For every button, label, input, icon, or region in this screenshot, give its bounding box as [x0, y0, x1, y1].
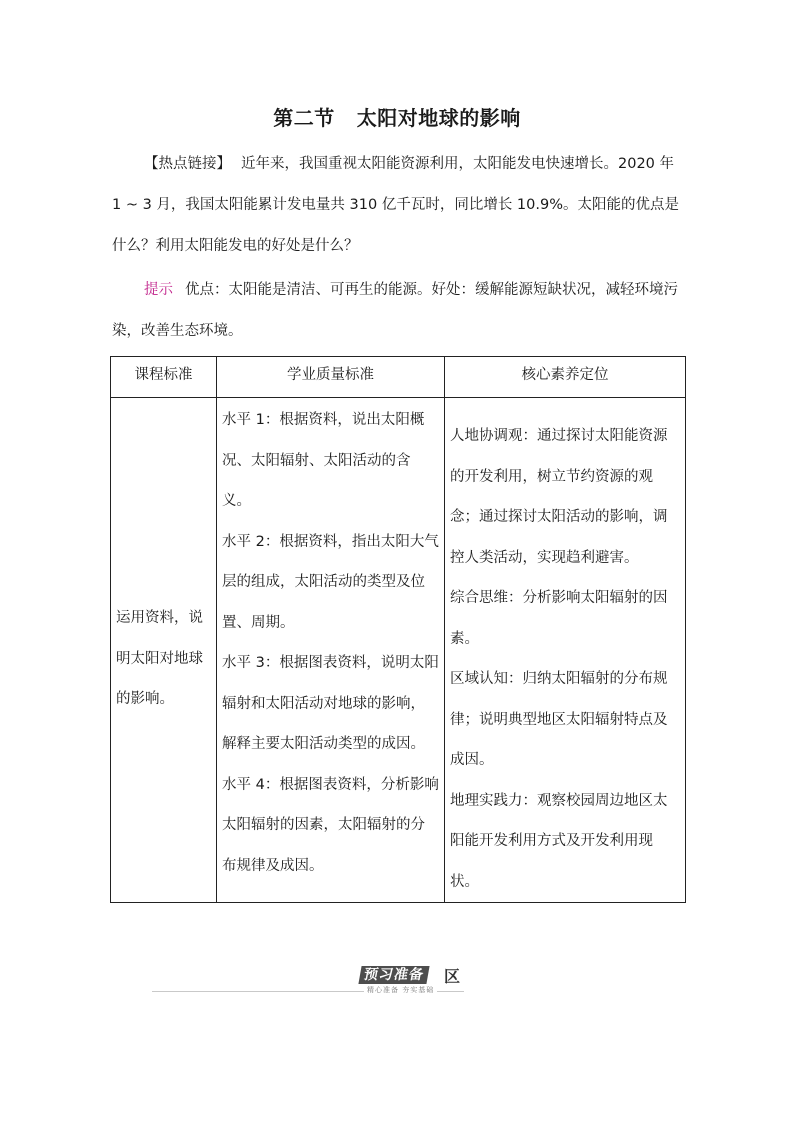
level-3-text: 水平 3：根据图表资料，说明太阳辐射和太阳活动对地球的影响，解释主要太阳活动类型的成因。	[222, 655, 439, 752]
table-row	[111, 398, 686, 903]
level-1-text: 水平 1：根据资料，说出太阳概况、太阳辐射、太阳活动的含义。	[222, 412, 425, 509]
regional-cognition-text: 区域认知：归纳太阳辐射的分布规律；说明典型地区太阳辐射特点及成因。	[450, 671, 668, 768]
level-4-text: 水平 4：根据图表资料，分析影响太阳辐射的因素，太阳辐射的分布规律及成因。	[222, 776, 439, 874]
preview-section-banner	[152, 958, 464, 998]
integrated-thinking-text: 综合思维：分析影响太阳辐射的因素。	[450, 590, 668, 647]
hint-text: 优点：太阳能是清洁、可再生的能源。好处：缓解能源短缺状况，减轻环境污染，改善生态环境。	[112, 282, 678, 339]
header-core-literacy: 核心素养定位	[445, 357, 686, 398]
quality-standard-cell	[217, 398, 445, 903]
preview-badge-suffix: 区	[444, 967, 461, 986]
preview-subtitle: 精心准备 夯实基础	[364, 985, 437, 995]
geo-practice-text: 地理实践力：观察校园周边地区太阳能开发利用方式及开发利用现状。	[450, 792, 668, 890]
hot-topic-paragraph	[112, 144, 684, 267]
section-name: 太阳对地球的影响	[356, 106, 521, 130]
course-standard-cell: 运用资料，说明太阳对地球的影响。	[111, 398, 217, 903]
preview-badge: 预习准备	[358, 966, 429, 984]
hot-topic-tag: 【热点链接】	[144, 156, 231, 172]
hint-paragraph	[112, 270, 684, 352]
hot-topic-text: 近年来，我国重视太阳能资源利用，太阳能发电快速增长。2020 年 1 ~ 3 月，我国太阳能累计发电量共 310 亿千瓦时，同比增长 10.9%。太阳能的优点是什么？利用太阳能发电的好处是什么？	[112, 156, 679, 254]
header-course-standard: 课程标准	[111, 357, 217, 398]
standards-table	[110, 356, 686, 903]
table-header-row	[111, 357, 686, 398]
hint-label: 提示	[144, 282, 173, 298]
human-earth-coordination-text: 人地协调观：通过探讨太阳能资源的开发利用，树立节约资源的观念；通过探讨太阳活动的影响，调控人类活动，实现趋利避害。	[450, 428, 668, 566]
core-literacy-cell	[445, 398, 686, 903]
header-quality-standard: 学业质量标准	[217, 357, 445, 398]
level-2-text: 水平 2：根据资料，指出太阳大气层的组成，太阳活动的类型及位置、周期。	[222, 533, 439, 631]
section-number: 第二节	[273, 106, 335, 130]
page-title	[0, 102, 794, 131]
